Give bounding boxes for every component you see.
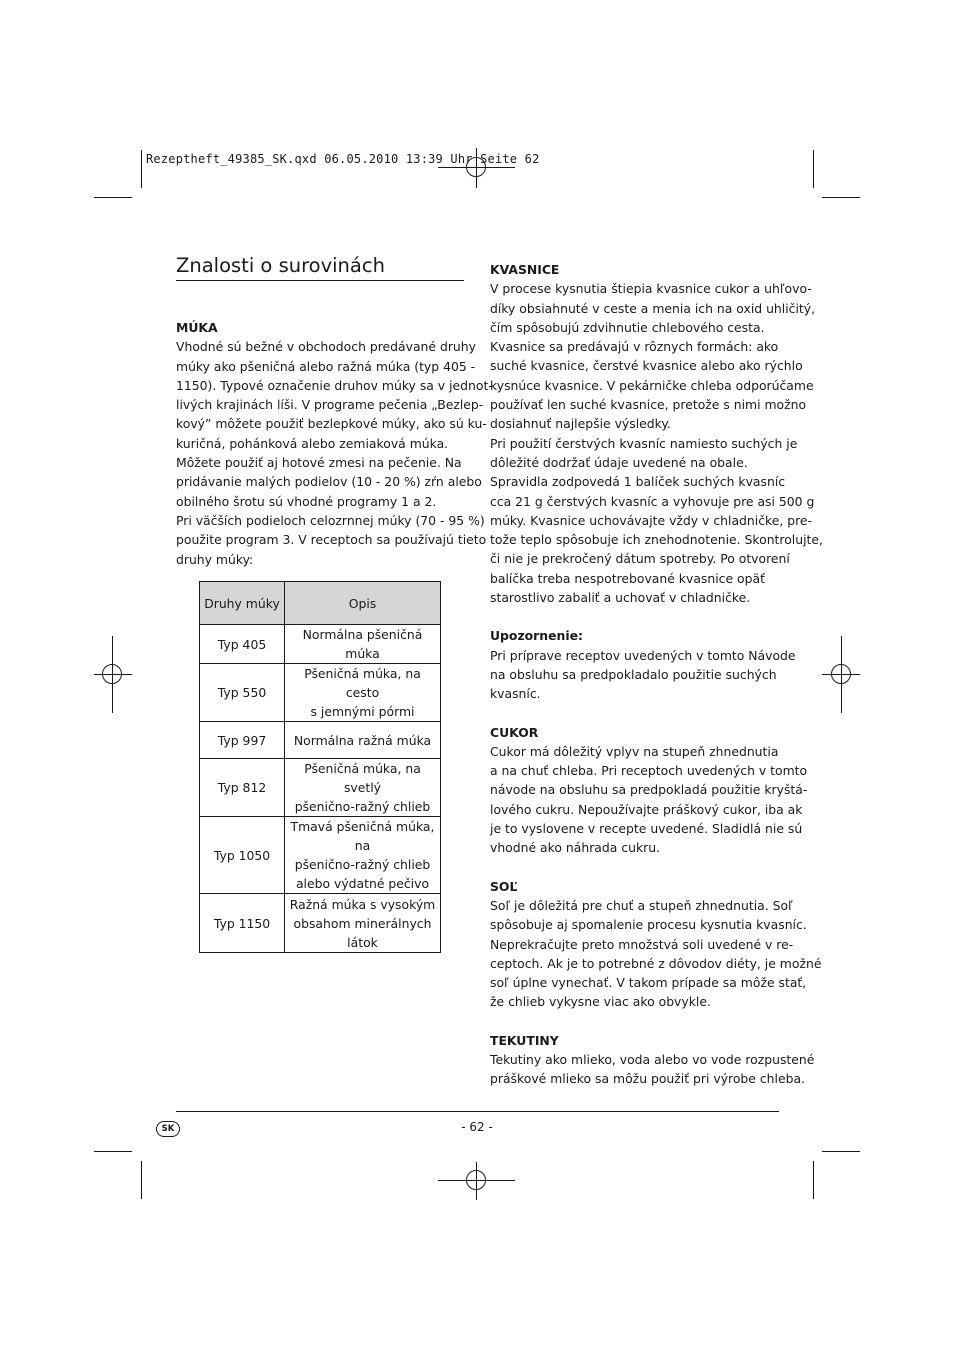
text-line: na obsluhu sa predpokladalo použitie suchých: [490, 666, 777, 682]
flour-description-cell: [285, 817, 441, 894]
text-line: ceptoch. Ak je to potrebné z dôvodov diéty, je možné: [490, 955, 822, 971]
flour-types-table: [199, 581, 441, 953]
flour-type-cell: Typ 405: [200, 625, 285, 664]
text-line: kuričná, pohánková alebo zemiaková múka.: [176, 435, 449, 451]
text-line: použite program 3. V receptoch sa používajú tieto: [176, 532, 487, 548]
table-row: [200, 759, 441, 817]
text-line: díky obsiahnuté v ceste a menia ich na oxid uhličitý,: [490, 300, 816, 316]
text-line: 1150). Typové označenie druhov múky sa v jednot-: [176, 377, 493, 393]
table-row: [200, 722, 441, 759]
text-line: starostlivo zabaliť a uchovať v chladničke.: [490, 590, 751, 606]
flour-type-cell: Typ 1050: [200, 817, 285, 894]
text-line: druhy múky:: [176, 551, 254, 567]
flour-type-cell: Typ 1150: [200, 894, 285, 953]
footer-rule: [176, 1111, 779, 1112]
section-gap: [490, 1012, 823, 1031]
file-slug: Rezeptheft_49385_SK.qxd 06.05.2010 13:39 Uhr Seite 62: [146, 152, 540, 166]
text-line: že chlieb vykysne viac ako obvykle.: [490, 994, 711, 1010]
description-line: Ražná múka s vysokým: [289, 896, 436, 912]
text-line: livých krajinách líši. V programe pečenia „Bezlep-: [176, 397, 484, 413]
language-badge: SK: [156, 1121, 180, 1137]
text-line: Pri príprave receptov uvedených v tomto Návode: [490, 647, 796, 663]
text-line: cca 21 g čerstvých kvasníc a vyhovuje pre asi 500 g: [490, 493, 815, 509]
description-line: pšenično-ražný chlieb: [294, 857, 431, 872]
text-line: je to vyslovene v recepte uvedené. Sladidlá nie sú: [490, 821, 803, 837]
text-line: Neprekračujte preto množstvá soli uvedené v re-: [490, 936, 794, 952]
page-title: Znalosti o surovinách: [176, 254, 464, 281]
description-line: Pšeničná múka, na svetlý: [304, 761, 421, 795]
description-line: Normálna pšeničná múka: [302, 627, 423, 661]
text-line: soľ úplne vynechať. V takom prípade sa môže stať,: [490, 975, 807, 991]
description-line: s jemnými pórmi: [310, 704, 415, 719]
table-row: [200, 664, 441, 722]
flour-description-cell: [285, 625, 441, 664]
flour-description-cell: [285, 664, 441, 722]
description-line: Normálna ražná múka: [293, 732, 432, 748]
description-line: Tmavá pšeničná múka, na: [290, 819, 435, 853]
section-heading: Upozornenie:: [490, 628, 583, 644]
section-gap: [490, 704, 823, 723]
text-line: Soľ je dôležitá pre chuť a stupeň zhnednutia. Soľ: [490, 897, 793, 913]
page-number: - 62 -: [461, 1120, 493, 1134]
text-line: či nie je prekročený dátum spotreby. Po otvorení: [490, 551, 790, 567]
text-line: obilného šrotu sú vhodné programy 1 a 2.: [176, 493, 437, 509]
text-line: Môžete použiť aj hotové zmesi na pečenie. Na: [176, 455, 462, 471]
text-line: Tekutiny ako mlieko, voda alebo vo vode rozpustené: [490, 1051, 815, 1067]
text-line: V procese kysnutia štiepia kvasnice cukor a uhľovo-: [490, 281, 812, 297]
flour-description-cell: [285, 759, 441, 817]
text-line: Cukor má dôležitý vplyv na stupeň zhnednutia: [490, 743, 779, 759]
text-line: múky. Kvasnice uchovávajte vždy v chladničke, pre-: [490, 512, 813, 528]
right-column: [490, 260, 823, 1089]
text-line: návode na obsluhu sa predpokladá použitie kryštá-: [490, 782, 808, 798]
text-line: dôležité dodržať údaje uvedené na obale.: [490, 454, 748, 470]
text-line: balíčka treba nespotrebované kvasnice opäť: [490, 570, 765, 586]
flour-type-cell: Typ 550: [200, 664, 285, 722]
table-row: [200, 894, 441, 953]
section-heading: TEKUTINY: [490, 1032, 559, 1048]
text-line: suché kvasnice, čerstvé kvasnice alebo ako rýchlo: [490, 358, 803, 374]
text-line: kový” môžete použiť bezlepkové múky, ako sú ku-: [176, 416, 487, 432]
section-gap: [490, 607, 823, 626]
table-header-row: [200, 582, 441, 625]
text-line: Spravidla zodpovedá 1 balíček suchých kvasníc: [490, 474, 786, 490]
table-header-description: Opis: [285, 582, 441, 625]
text-line: kvasníc.: [490, 686, 541, 702]
section-heading: CUKOR: [490, 724, 539, 740]
text-line: dosiahnuť najlepšie výsledky.: [490, 416, 671, 432]
table-row: [200, 817, 441, 894]
text-line: múky ako pšeničná alebo ražná múka (typ 405 -: [176, 358, 476, 374]
section-heading: SOĽ: [490, 878, 518, 894]
text-line: Vhodné sú bežné v obchodoch predávané druhy: [176, 339, 476, 355]
text-line: čím spôsobujú zdvihnutie chlebového cesta.: [490, 319, 765, 335]
table-header-type: Druhy múky: [200, 582, 285, 625]
flour-type-cell: Typ 812: [200, 759, 285, 817]
text-line: lového cukru. Nepoužívajte práškový cukor, iba ak: [490, 801, 803, 817]
description-line: Pšeničná múka, na cesto: [304, 666, 421, 700]
flour-description-cell: [285, 894, 441, 953]
text-line: používať len suché kvasnice, pretože s nimi možno: [490, 397, 807, 413]
description-line: alebo výdatné pečivo: [295, 876, 430, 891]
flour-type-cell: Typ 997: [200, 722, 285, 759]
table-row: [200, 625, 441, 664]
text-line: vhodné ako náhrada cukru.: [490, 840, 661, 856]
text-line: Pri väčších podieloch celozrnnej múky (70 - 95 %): [176, 512, 485, 528]
text-line: Pri použití čerstvých kvasníc namiesto suchých je: [490, 435, 798, 451]
text-line: kysnúce kvasnice. V pekárničke chleba odporúčame: [490, 377, 814, 393]
text-line: spôsobuje aj spomalenie procesu kysnutia kvasníc.: [490, 917, 807, 933]
text-line: a na chuť chleba. Pri receptoch uvedených v tomto: [490, 763, 808, 779]
text-line: pridávanie malých podielov (10 - 20 %) zŕn alebo: [176, 474, 482, 490]
section-gap: [490, 858, 823, 877]
description-line: pšenično-ražný chlieb: [294, 799, 431, 814]
section-body-muka: [176, 337, 493, 569]
flour-description-cell: [285, 722, 441, 759]
text-line: tože teplo spôsobuje ich znehodnotenie. Skontrolujte,: [490, 532, 823, 548]
text-line: práškové mlieko sa môžu použiť pri výrobe chleba.: [490, 1071, 805, 1087]
text-line: Kvasnice sa predávajú v rôznych formách: ako: [490, 339, 779, 355]
description-line: látok: [347, 934, 378, 950]
section-heading: KVASNICE: [490, 262, 560, 277]
section-heading-muka: MÚKA: [176, 320, 218, 335]
description-line: obsahom minerálnych: [293, 915, 432, 931]
left-column: [176, 318, 493, 569]
